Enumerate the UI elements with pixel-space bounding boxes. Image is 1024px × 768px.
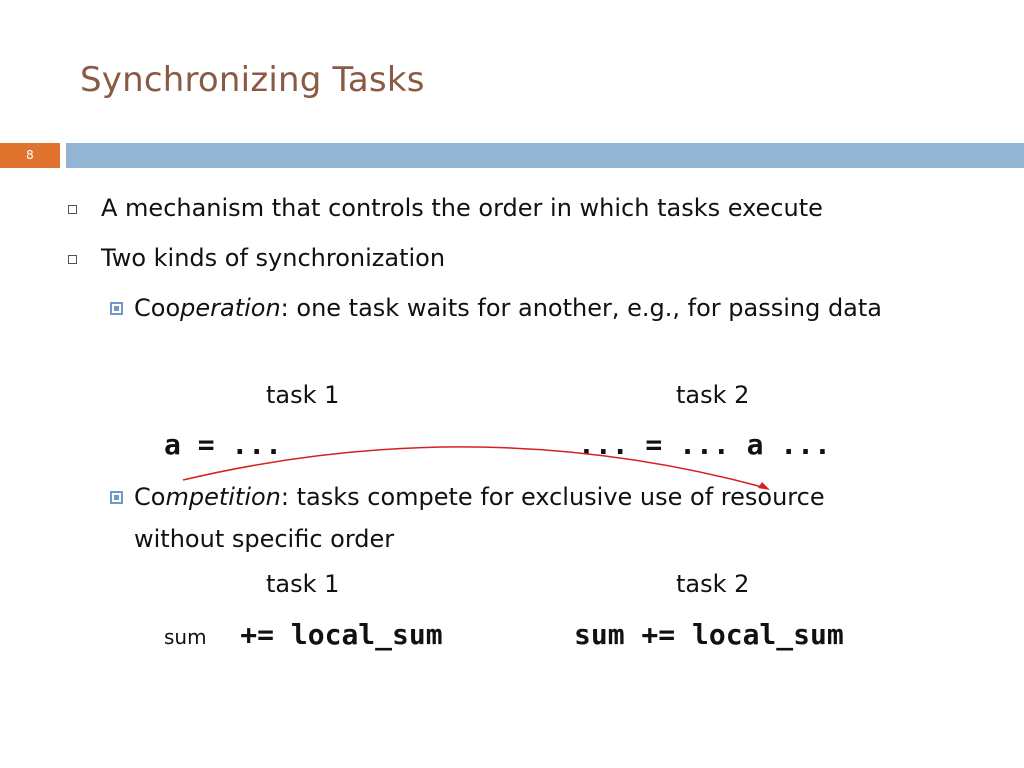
competition-task2-label: task 2	[676, 570, 750, 598]
slide-number: 8	[0, 143, 60, 168]
cooperation-text: Cooperation: one task waits for another, e.g., for passing data	[134, 294, 883, 322]
cooperation-task2-label: task 2	[676, 381, 750, 409]
cooperation-task1-code: a = ...	[164, 428, 283, 461]
competition-task1-code	[164, 618, 443, 651]
cooperation-task2-code: ... = ... a ...	[578, 428, 831, 461]
sub-bullet-competition	[110, 476, 904, 560]
competition-task1-sum-label: sum	[164, 625, 207, 649]
bullet-1-text: A mechanism that controls the order in which tasks execute	[101, 194, 823, 222]
competition-task2-code: sum += local_sum	[574, 618, 844, 651]
competition-text: Competition: tasks compete for exclusive use of resource without specific order	[134, 483, 825, 553]
competition-task1-code-text: += local_sum	[240, 618, 443, 651]
bullet-2-text: Two kinds of synchronization	[101, 244, 446, 272]
slide-title: Synchronizing Tasks	[80, 60, 425, 100]
filled-square-bullet-icon	[110, 491, 123, 504]
cooperation-task1-label: task 1	[266, 381, 340, 409]
competition-task1-label: task 1	[266, 570, 340, 598]
